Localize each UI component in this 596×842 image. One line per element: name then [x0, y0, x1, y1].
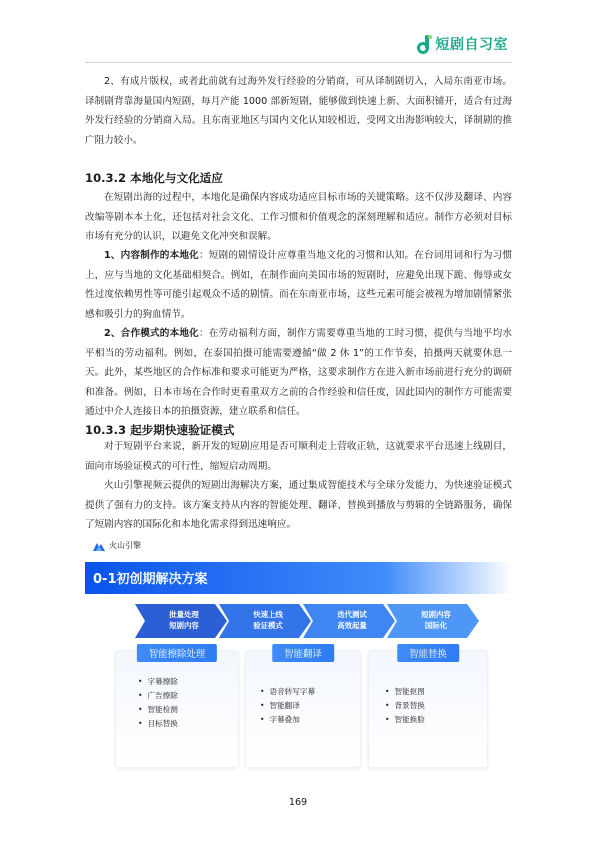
- step-line: 批量处理: [169, 610, 199, 619]
- list-item: • 智能检测: [138, 703, 178, 717]
- paragraph-distributor: 2、有成片版权，或者此前就有过海外发行经验的分销商，可从译制剧切入，入局东南亚市场。译制剧背靠海量国内短剧，每月产能 1000 部新短剧，能够做到快速上新、大面积铺开，适合有过海外发行经验的分销商入局。且东南亚地区与国内文化认知较相近，受网文出海影响较大，译制剧的推广阻力较小。: [85, 76, 512, 146]
- process-step: [135, 604, 227, 638]
- list-item: • 广告擦除: [138, 689, 178, 703]
- list-item: • 字幕擦除: [138, 675, 178, 689]
- section-heading-validation: 10.3.3 起步期快速验证模式: [85, 423, 235, 437]
- feature-list: [138, 675, 178, 731]
- process-step: [303, 604, 395, 638]
- list-item: • 语音转写字幕: [260, 685, 315, 699]
- paragraph-lead: 2、合作模式的本地化: [104, 328, 199, 339]
- banner-title: 0-1初创期解决方案: [93, 572, 208, 587]
- step-line: 短剧内容: [169, 621, 199, 630]
- list-item: • 背景替换: [385, 699, 425, 713]
- feature-list: [260, 685, 315, 727]
- step-line: 短剧内容: [421, 610, 451, 619]
- card-title: 智能替换: [397, 644, 459, 662]
- card-title: 智能擦除处理: [137, 644, 217, 662]
- logo-text: 短剧自习室: [435, 37, 508, 53]
- paragraph-lead: 1、内容制作的本地化: [104, 250, 199, 261]
- paragraph-volcengine: 火山引擎视频云提供的短剧出海解决方案，通过集成智能技术与全球分发能力，为快速验证模式提供了强有力的支持。该方案支持从内容的智能处理、翻译、替换到播放与剪辑的全链路服务，确保了短剧内容的国际化和本地化需求得到迅速响应。: [85, 480, 512, 531]
- solution-figure: [85, 540, 512, 778]
- header-divider: [85, 62, 512, 63]
- list-item: • 智能翻译: [260, 699, 315, 713]
- list-item: • 目标替换: [138, 717, 178, 731]
- page-number: 169: [288, 797, 308, 808]
- process-step: [387, 604, 479, 638]
- feature-list: [385, 685, 425, 727]
- step-line: 验证模式: [253, 621, 283, 630]
- logo-icon: [417, 34, 433, 54]
- paragraph-content-localization: [85, 246, 512, 324]
- section-heading-localization: 10.3.2 本地化与文化适应: [85, 171, 223, 185]
- paragraph-cooperation-localization: [85, 324, 512, 422]
- paragraph-localization-intro: 在短剧出海的过程中，本地化是确保内容成功适应目标市场的关键策略。这不仅涉及翻译、内容改编等剧本本土化，还包括对社会文化、工作习惯和价值观念的深刻理解和适应。制作方必须对目标市场有充分的认识，以避免文化冲突和误解。: [85, 192, 512, 243]
- step-line: 高效起量: [337, 621, 367, 630]
- list-item: • 智能换脸: [385, 713, 425, 727]
- step-line: 迭代测试: [337, 610, 367, 619]
- feature-card-erase: [115, 650, 239, 768]
- list-item: • 字幕叠加: [260, 713, 315, 727]
- step-line: 快速上线: [253, 610, 283, 619]
- brand-text: 火山引擎: [109, 541, 141, 550]
- paragraph-body: ：短剧的剧情设计应尊重当地文化的习惯和认知。在台词用词和行为习惯上，应与当地的文化基础相契合。例如，在制作面向美国市场的短剧时，应避免出现下跪、侮辱或女性过度依赖男性等可能引起观众不适的剧情。而在东南亚市场，这些元素可能会被视为增加剧情紧张感和吸引力的狗血情节。: [85, 250, 512, 320]
- feature-card-translate: [245, 650, 361, 768]
- paragraph-body: ：在劳动福利方面，制作方需要尊重当地的工时习惯，提供与当地平均水平相当的劳动福利。例如，在泰国拍摄可能需要遵循“做 2 休 1”的工作节奏，拍摄两天就要休息一天。此外，某些地区的合作标准和要求可能更为严格，这要求制作方在进入新市场前进行充分的调研和准备。例如，日本市场在合作时更看重双方之前的合作经验和信任度，因此国内的制作方可能需要通过中介人连接日本的拍摄资源，建立联系和信任。: [85, 328, 512, 418]
- volcano-icon: [93, 541, 105, 551]
- site-logo: [417, 34, 509, 54]
- brand-label: [93, 540, 141, 551]
- feature-card-replace: [368, 650, 488, 768]
- paragraph-validation-intro: 对于短剧平台来说，新开发的短剧应用是否可顺利走上营收正轨，这就要求平台迅速上线剧目，面向市场验证模式的可行性，缩短启动周期。: [85, 441, 512, 472]
- process-step: [219, 604, 311, 638]
- list-item: • 智能抠图: [385, 685, 425, 699]
- card-title: 智能翻译: [272, 644, 334, 662]
- step-line: 国际化: [424, 621, 448, 630]
- solution-banner: [85, 562, 512, 594]
